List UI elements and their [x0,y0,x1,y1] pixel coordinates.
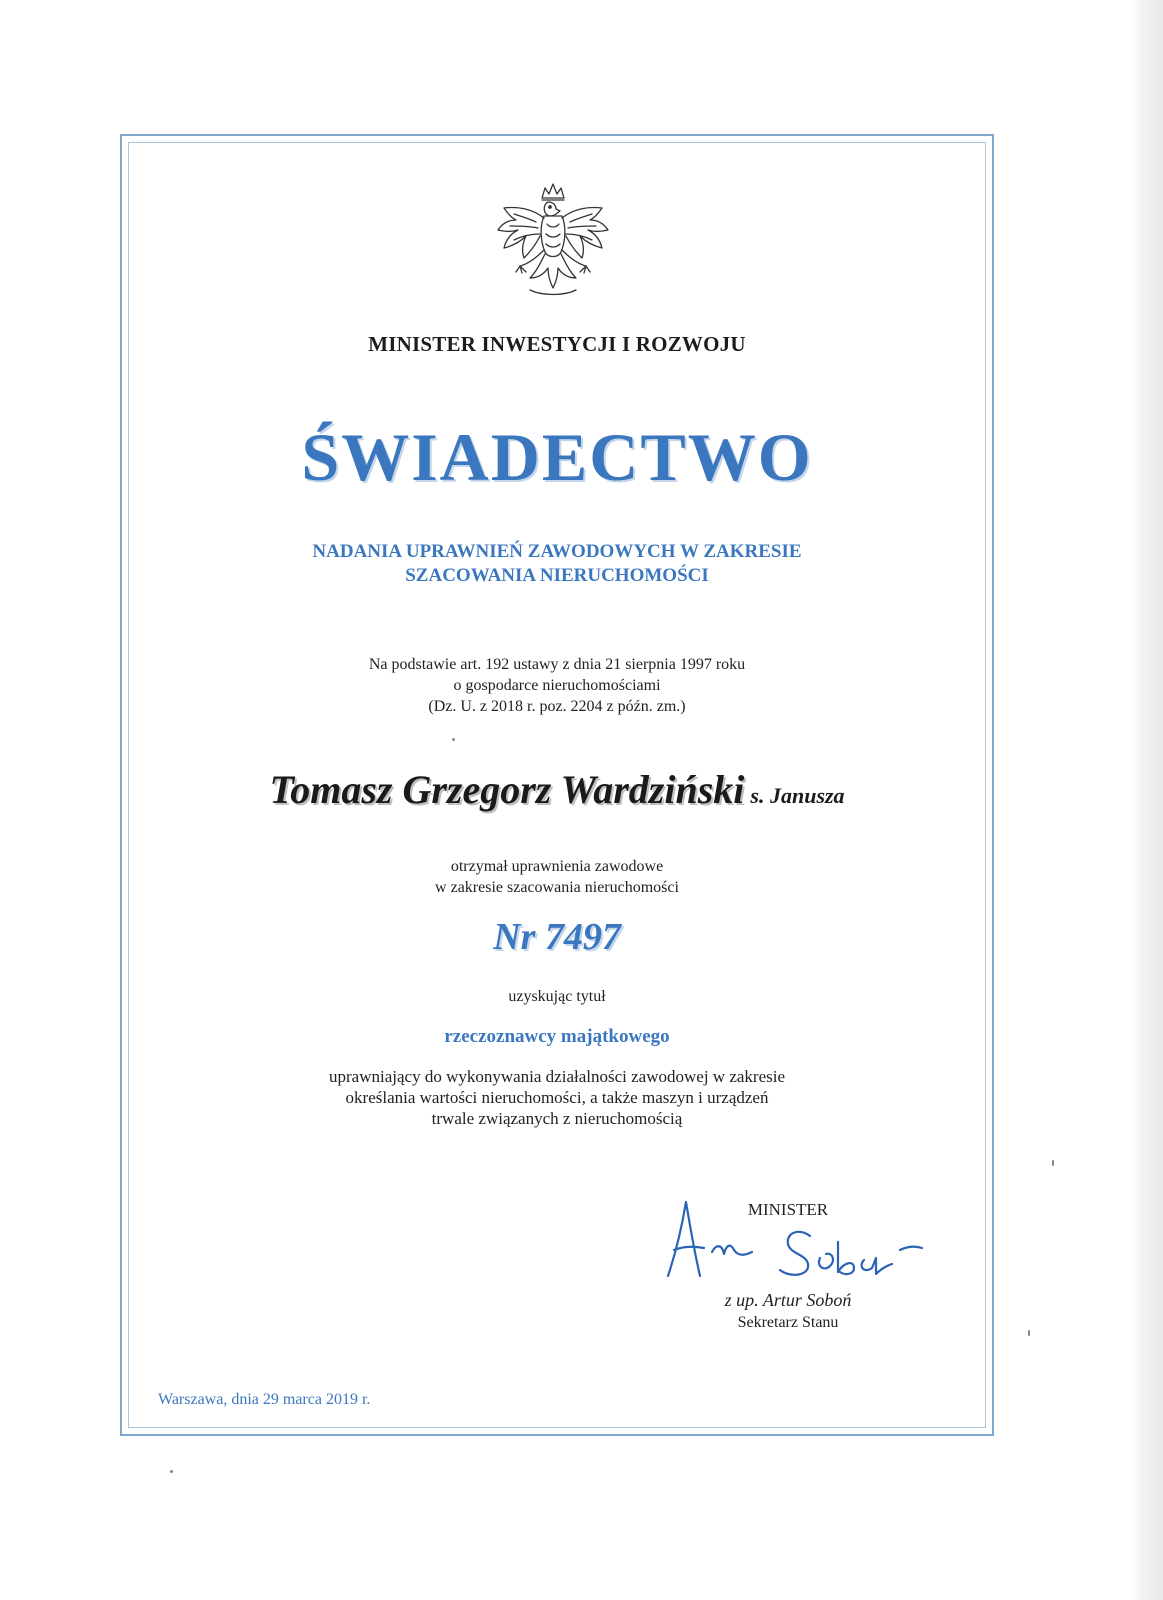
subtitle-line-2: SZACOWANIA NIERUCHOMOŚCI [405,565,709,586]
scan-edge-shadow [1131,0,1163,1600]
issuer-title: MINISTER INWESTYCJI I ROZWOJU [368,332,746,356]
professional-title: rzeczoznawcy majątkowego [444,1026,670,1047]
legal-basis-line-1: Na podstawie art. 192 ustawy z dnia 21 sierpnia 1997 roku [368,656,746,673]
scan-speck [452,738,455,741]
scan-speck [170,1470,173,1473]
signer-role: Sekretarz Stanu [737,1314,839,1331]
scope-line-1: uprawniający do wykonywania działalności zawodowej w zakresie [329,1067,785,1086]
holder-name: Tomasz Grzegorz Wardziński [269,767,745,812]
legal-basis [120,654,994,717]
scope-statement [120,1066,994,1129]
scan-speck [1052,1160,1054,1166]
holder-patronymic: s. Janusza [750,783,845,808]
place-and-date: Warszawa, dnia 29 marca 2019 r. [158,1391,371,1408]
granted-statement [120,856,994,898]
handwritten-signature [660,1192,930,1288]
granted-line-1: otrzymał uprawnienia zawodowe [450,858,664,875]
legal-basis-line-2: o gospodarce nieruchomościami [453,677,661,694]
holder-name-line [120,766,994,813]
certificate-number: Nr 7497 [493,916,621,958]
subtitle-line-1: NADANIA UPRAWNIEŃ ZAWODOWYCH W ZAKRESIE [312,541,802,562]
scope-line-2: określania wartości nieruchomości, a także maszyn i urządzeń [345,1088,769,1107]
signer-name: z up. Artur Soboń [724,1290,852,1310]
polish-eagle-emblem-icon [490,178,616,306]
obtaining-text: uzyskując tytuł [508,988,606,1005]
scan-speck [1028,1330,1030,1336]
certificate-title: ŚWIADECTWO [301,419,813,495]
scope-line-3: trwale związanych z nieruchomością [431,1109,683,1128]
legal-basis-line-3: (Dz. U. z 2018 r. poz. 2204 z późn. zm.) [428,698,686,715]
certificate-subtitle [120,540,994,588]
signature-label: MINISTER [747,1200,829,1219]
granted-line-2: w zakresie szacowania nieruchomości [435,879,679,896]
